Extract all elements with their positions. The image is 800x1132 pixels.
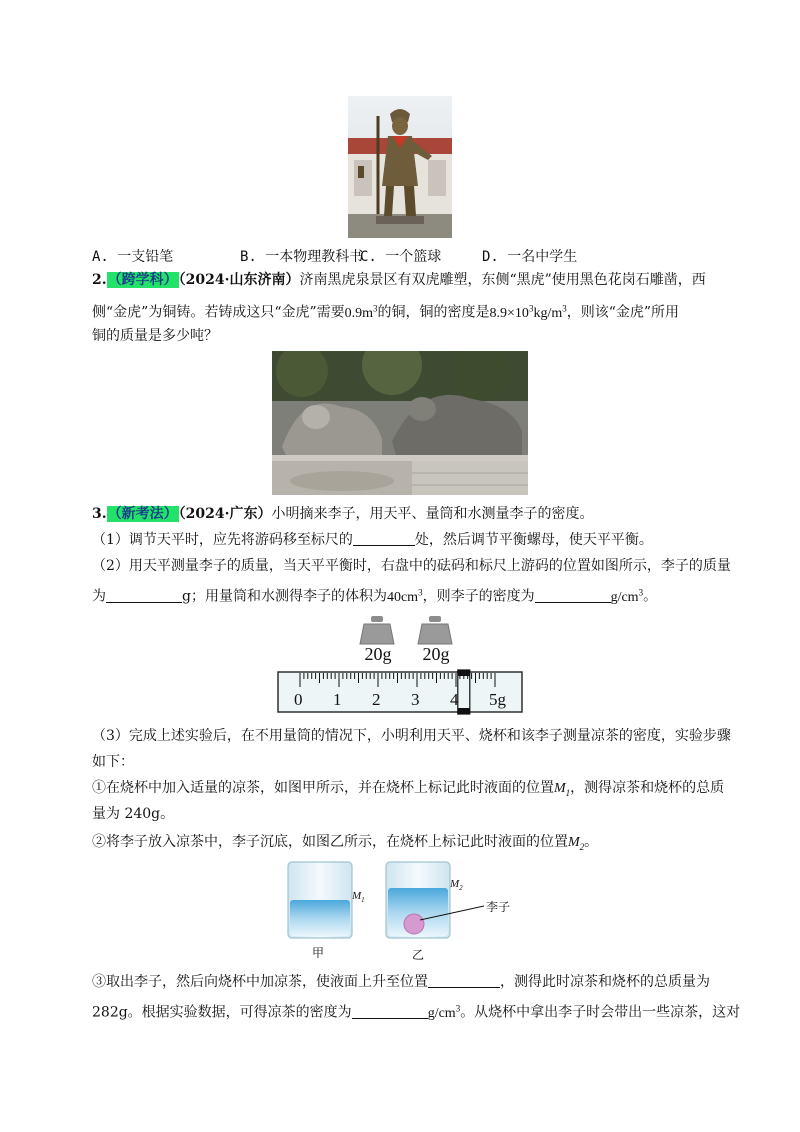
q3-step2-text-b: 。 [584, 834, 599, 850]
q3-step1-text-2: 量为 240g。 [92, 806, 175, 822]
option-a-text: 一支铅笔 [117, 249, 174, 265]
q3-s2-volume-value: 40cm [386, 589, 419, 605]
m2-label-sub: 2 [459, 884, 463, 893]
q3-step3-unit-exp: 3 [455, 1003, 461, 1013]
q3-source: （2024·广东） [178, 506, 272, 522]
q2-density-exp: 3 [528, 303, 534, 313]
q3-step3-position-blank[interactable] [428, 973, 500, 988]
q3-step3-text-b: ，测得此时凉茶和烧杯的总质量为 [500, 974, 710, 990]
weight-2-label: 20g [422, 644, 450, 664]
q3-step3-text-2a: 282g。根据实验数据，可得凉茶的密度为 [92, 1004, 352, 1021]
q2-text-1: 济南黑虎泉景区有双虎雕塑，东侧“黑虎”使用黑色花岗石雕凿，西 [299, 272, 706, 288]
q2-number: 2. [92, 272, 107, 288]
option-b[interactable] [240, 246, 363, 266]
q3-s2-unit-exp: 3 [638, 587, 644, 597]
beakers-diagram [280, 856, 540, 966]
option-a-letter: A. [92, 249, 109, 265]
q3-s2-unit [610, 587, 644, 605]
q3-line-title [92, 504, 593, 524]
ruler-rider-bottom [458, 708, 470, 714]
beaker-yi-label: 乙 [412, 948, 425, 962]
ruler-tick-label: 2 [372, 690, 381, 709]
q3-step3-line1 [92, 726, 731, 746]
q3-step3-unit-text: g/cm [427, 1005, 456, 1021]
q3-step3-text-2b: 。从烧杯中拿出李子时会带出一些凉茶，这对 [460, 1004, 741, 1021]
beaker-jia-icon [288, 862, 352, 938]
q3-number: 3. [92, 506, 107, 522]
q3-step1-text-a: ①在烧杯中加入适量的凉茶，如图甲所示，并在烧杯上标记此时液面的位置 [92, 780, 554, 796]
ruler-tick-label: 4 [450, 690, 459, 709]
q3-step3-unit [427, 1003, 461, 1021]
balance-diagram [270, 610, 530, 720]
q3-step2-line1 [92, 556, 731, 576]
q3-s2-text-b: g；用量筒和水测得李子的体积为 [182, 588, 387, 605]
q2-text-2a: 侧“金虎”为铜铸。若铸成这只“金虎”需要 [92, 304, 345, 321]
m1-letter: M [554, 781, 566, 796]
option-a[interactable] [92, 246, 173, 266]
m2-label [450, 878, 463, 892]
option-c[interactable] [360, 246, 441, 266]
q2-density-value: 8.9×10 [489, 305, 529, 321]
q3-s2-volume [386, 587, 423, 605]
q3-tag: （新考法） [107, 506, 178, 522]
q2-text-2b: 的铜，铜的密度是 [377, 304, 490, 321]
q2-density [489, 303, 567, 321]
q2-line-2 [92, 298, 679, 324]
option-d-text: 一名中学生 [507, 249, 578, 265]
m2-symbol [568, 835, 584, 850]
option-c-letter: C. [360, 249, 377, 265]
q2-text-3: 铜的质量是多少吨？ [92, 328, 218, 344]
option-b-letter: B. [240, 249, 257, 265]
q3-s2-text-c: ，则李子的密度为 [422, 588, 535, 605]
q2-density-unit-exp: 3 [562, 303, 567, 313]
ruler-tick-label: 3 [411, 690, 420, 709]
q3-s3-text-1: （3）完成上述实验后，在不用量筒的情况下，小明利用天平、烧杯和该李子测量凉茶的密度，实验步骤 [92, 728, 731, 744]
q3-s2-mass-blank[interactable] [106, 588, 182, 603]
option-d-letter: D. [482, 249, 499, 265]
q3-step1-text-b: ，测得凉茶和烧杯的总质 [570, 780, 725, 796]
weight-1-icon [360, 616, 394, 644]
q2-volume [344, 303, 378, 321]
ruler [278, 670, 522, 714]
q3-step3-text-a: ③取出李子，然后向烧杯中加凉茶，使液面上升至位置 [92, 974, 428, 990]
q2-volume-exp: 3 [373, 303, 378, 313]
plum-label: 李子 [486, 900, 511, 914]
plum-icon [404, 914, 424, 934]
m1-sub: 1 [565, 787, 571, 798]
q2-density-unit: kg/m [533, 305, 563, 321]
q3-s2-end: 。 [643, 588, 658, 605]
m1-symbol [554, 781, 570, 796]
m2-letter: M [568, 835, 580, 850]
q3-substep2 [92, 832, 598, 857]
q3-intro: 小明摘来李子，用天平、量筒和水测量李子的密度。 [271, 506, 594, 522]
q3-step3-density-blank[interactable] [352, 1004, 428, 1019]
q3-step3-line2 [92, 752, 134, 772]
q3-s2-text-1: （2）用天平测量李子的质量，当天平平衡时，右盘中的砝码和标尺上游码的位置如图所示，李子的质量 [92, 558, 731, 574]
m2-sub: 2 [579, 841, 585, 852]
beaker-jia-label: 甲 [312, 946, 325, 960]
q3-substep3-line1 [92, 972, 710, 992]
beaker-yi-icon [386, 862, 484, 938]
q2-text-2c: ，则该“金虎”所用 [566, 304, 680, 321]
option-b-text: 一本物理教科书 [265, 249, 364, 265]
q3-s3-text-2: 如下： [92, 754, 134, 770]
q3-step2-text-a: ②将李子放入凉茶中，李子沉底，如图乙所示，在烧杯上标记此时液面的位置 [92, 834, 568, 850]
q3-s2-volume-exp: 3 [418, 587, 423, 597]
statue-photo [348, 96, 452, 238]
q3-substep1-line2 [92, 804, 174, 824]
m1-label [352, 890, 365, 904]
m1-label-sub: 1 [361, 896, 365, 905]
q2-volume-value: 0.9m [344, 305, 374, 321]
m1-label-letter: M [352, 890, 362, 902]
ruler-rider-top [458, 670, 470, 676]
q2-source: （2024·山东济南） [178, 272, 300, 288]
q3-s1-text-b: 处，然后调节平衡螺母，使天平平衡。 [414, 532, 653, 548]
q2-line-3 [92, 326, 218, 346]
tiger-sculpture-photo [272, 351, 528, 495]
q3-s1-blank[interactable] [353, 531, 415, 546]
q3-step2-line2 [92, 582, 657, 608]
m2-label-letter: M [450, 878, 460, 890]
q3-substep3-line2 [92, 998, 740, 1024]
q3-substep1-line1 [92, 778, 724, 803]
option-c-text: 一个篮球 [385, 249, 442, 265]
ruler-tick-label: 5g [489, 690, 506, 709]
q3-step1 [92, 530, 653, 550]
q3-s2-unit-text: g/cm [610, 589, 639, 605]
q3-s2-density-blank[interactable] [535, 588, 611, 603]
weight-2-icon [418, 616, 452, 644]
ruler-tick-label: 0 [294, 690, 303, 709]
q2-tag: （跨学科） [107, 272, 178, 288]
ruler-tick-label: 1 [333, 690, 342, 709]
weight-1-label: 20g [364, 644, 392, 664]
q2-line-1 [92, 270, 706, 290]
q3-s2-text-a: 为 [92, 588, 106, 605]
q3-s1-text-a: （1）调节天平时，应先将游码移至标尺的 [92, 532, 353, 548]
option-d[interactable] [482, 246, 577, 266]
